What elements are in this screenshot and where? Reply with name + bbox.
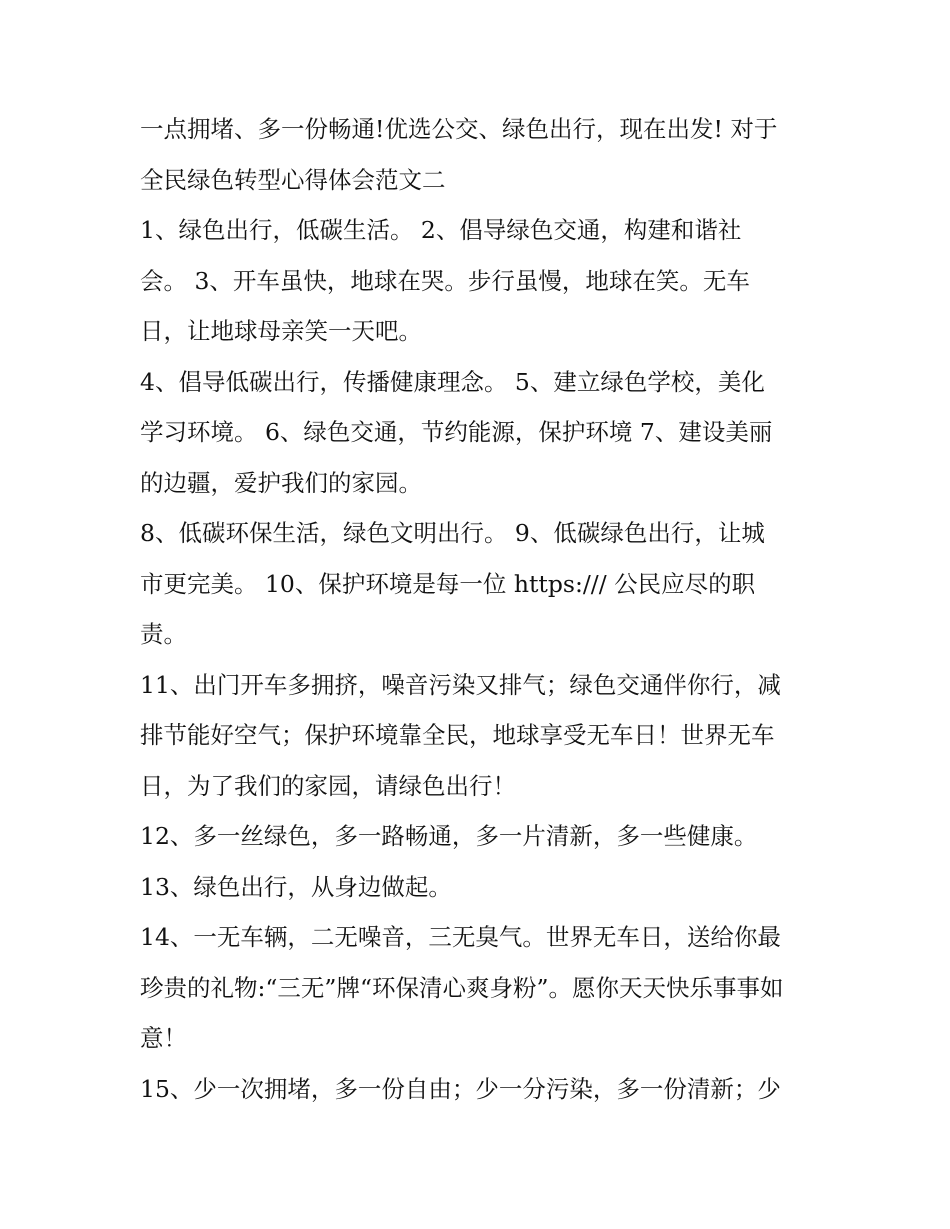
text-line: 珍贵的礼物:“三无”牌“环保清心爽身粉”。愿你天天快乐事事如 bbox=[140, 973, 784, 1002]
text-line: 8、低碳环保生活，绿色文明出行。 9、低碳绿色出行，让城 bbox=[140, 519, 765, 547]
text-line: 的边疆，爱护我们的家园。 bbox=[140, 468, 422, 497]
text-line: 学习环境。 6、绿色交通，节约能源，保护环境 7、建设美丽 bbox=[140, 418, 773, 446]
paragraph-slogan-12 bbox=[140, 811, 812, 862]
text-line: 排节能好空气；保护环境靠全民，地球享受无车日！世界无车 bbox=[140, 721, 775, 749]
text-line: 15、少一次拥堵，多一份自由；少一分污染，多一份清新；少 bbox=[140, 1074, 781, 1103]
paragraph-slogans-1-3 bbox=[140, 205, 812, 357]
paragraph-slogans-8-10 bbox=[140, 508, 812, 660]
text-line: 意！ bbox=[140, 1024, 187, 1052]
text-line: 会。 3、开车虽快，地球在哭。步行虽慢，地球在笑。无车 bbox=[140, 266, 750, 295]
paragraph-slogans-4-7 bbox=[140, 357, 812, 509]
document-body bbox=[140, 104, 812, 1114]
text-line: 一点拥堵、多一份畅通!优选公交、绿色出行，现在出发! 对于 bbox=[140, 115, 778, 143]
text-line: 12、多一丝绿色，多一路畅通，多一片清新，多一些健康。 bbox=[140, 822, 758, 850]
text-line: 市更完美。 10、保护环境是每一位 https:/// 公民应尽的职 bbox=[140, 569, 756, 598]
text-line: 4、倡导低碳出行，传播健康理念。 5、建立绿色学校，美化 bbox=[140, 367, 765, 396]
text-line: 14、一无车辆，二无噪音，三无臭气。世界无车日，送给你最 bbox=[140, 923, 781, 951]
paragraph-slogan-11 bbox=[140, 660, 812, 812]
text-line: 11、出门开车多拥挤，噪音污染又排气；绿色交通伴你行，减 bbox=[140, 670, 781, 699]
paragraph-slogan-15 bbox=[140, 1064, 812, 1115]
text-line: 1、绿色出行，低碳生活。 2、倡导绿色交通，构建和谐社 bbox=[140, 216, 742, 244]
text-line: 日，让地球母亲笑一天吧。 bbox=[140, 317, 422, 345]
text-line: 全民绿色转型心得体会范文二 bbox=[140, 165, 446, 194]
paragraph-intro bbox=[140, 104, 812, 205]
paragraph-slogan-14 bbox=[140, 912, 812, 1064]
text-line: 13、绿色出行，从身边做起。 bbox=[140, 872, 452, 901]
text-line: 责。 bbox=[140, 620, 187, 648]
text-line: 日，为了我们的家园，请绿色出行！ bbox=[140, 771, 516, 800]
paragraph-slogan-13 bbox=[140, 862, 812, 913]
